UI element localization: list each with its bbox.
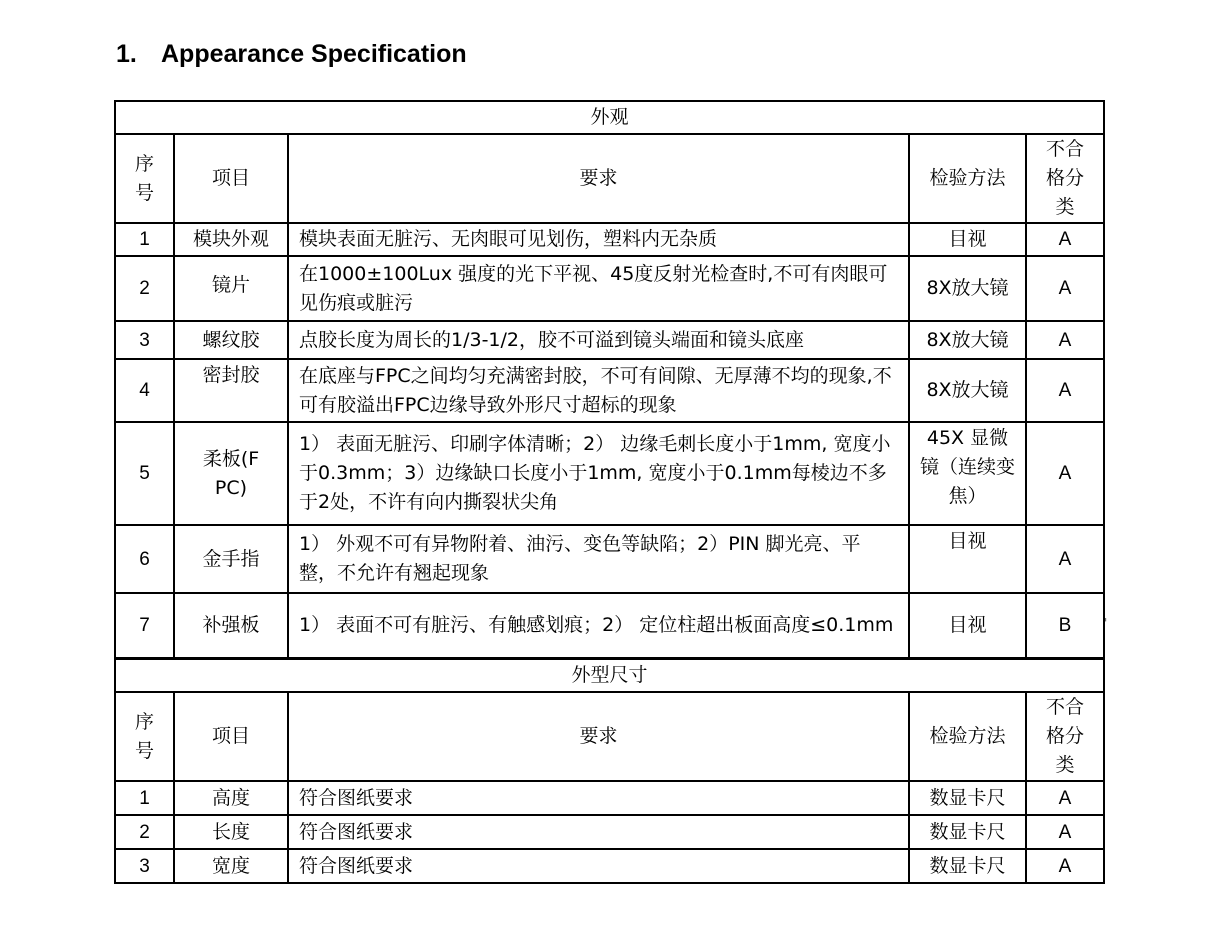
row-requirement: 1） 外观不可有异物附着、油污、变色等缺陷；2）PIN 脚光亮、平整，不允许有翘起现象 [288, 525, 909, 593]
row-class: A [1026, 359, 1104, 422]
appearance-spec-table [114, 100, 1108, 659]
row-method: 8X放大镜 [909, 321, 1026, 359]
table-row [115, 422, 1104, 525]
page-title [116, 38, 467, 70]
row-method: 数显卡尺 [909, 815, 1026, 849]
row-item: 镜片 [174, 256, 288, 321]
row-no: 6 [115, 525, 174, 593]
row-requirement: 模块表面无脏污、无肉眼可见划伤，塑料内无杂质 [288, 223, 909, 256]
table-row [115, 593, 1104, 658]
row-requirement: 1） 表面无脏污、印刷字体清晰；2） 边缘毛刺长度小于1mm, 宽度小于0.3mm；3）边缘缺口长度小于1mm, 宽度小于0.1mm每棱边不多于2处，不许有向内撕裂状尖角 [288, 422, 909, 525]
row-no: 4 [115, 359, 174, 422]
row-class: B [1026, 593, 1104, 658]
table-row [115, 359, 1104, 422]
column-header-class: 不合格分类 [1026, 692, 1104, 781]
row-requirement: 1） 表面不可有脏污、有触感划痕；2） 定位柱超出板面高度≤0.1mm [288, 593, 909, 658]
table-row [115, 815, 1104, 849]
row-method: 8X放大镜 [909, 256, 1026, 321]
row-no: 1 [115, 781, 174, 815]
row-item: 长度 [174, 815, 288, 849]
column-header-row [115, 692, 1104, 781]
dimension-spec-table [114, 658, 1105, 884]
row-requirement: 在底座与FPC之间均匀充满密封胶，不可有间隙、无厚薄不均的现象,不可有胶溢出FPC边缘导致外形尺寸超标的现象 [288, 359, 909, 422]
section-header-row [115, 101, 1104, 134]
row-requirement: 符合图纸要求 [288, 781, 909, 815]
column-header-method: 检验方法 [909, 692, 1026, 781]
column-header-item: 项目 [174, 134, 288, 223]
row-method: 目视 [909, 525, 1026, 593]
section-header-appearance: 外观 [115, 101, 1104, 134]
row-class: A [1026, 422, 1104, 525]
row-item: 密封胶 [174, 359, 288, 422]
table-row [115, 525, 1104, 593]
column-header-class: 不合格分类 [1026, 134, 1104, 223]
row-method: 数显卡尺 [909, 781, 1026, 815]
section-title: Appearance Specification [161, 40, 467, 68]
row-item: 柔板(FPC) [174, 422, 288, 525]
row-requirement: 符合图纸要求 [288, 849, 909, 883]
column-header-no: 序号 [115, 692, 174, 781]
row-no: 5 [115, 422, 174, 525]
table-row [115, 223, 1104, 256]
row-requirement: 符合图纸要求 [288, 815, 909, 849]
row-class: A [1026, 525, 1104, 593]
row-method: 45X 显微镜（连续变焦） [909, 422, 1026, 525]
row-no: 7 [115, 593, 174, 658]
row-class: A [1026, 256, 1104, 321]
margin-mark: ' [1104, 616, 1108, 630]
column-header-item: 项目 [174, 692, 288, 781]
table-row [115, 781, 1104, 815]
row-item: 金手指 [174, 525, 288, 593]
row-class: A [1026, 781, 1104, 815]
section-header-row [115, 659, 1104, 692]
section-number: 1. [116, 40, 137, 68]
row-no: 2 [115, 815, 174, 849]
row-item: 模块外观 [174, 223, 288, 256]
row-item: 高度 [174, 781, 288, 815]
row-class: A [1026, 849, 1104, 883]
row-class: A [1026, 815, 1104, 849]
row-requirement: 点胶长度为周长的1/3-1/2，胶不可溢到镜头端面和镜头底座 [288, 321, 909, 359]
row-no: 1 [115, 223, 174, 256]
column-header-requirement: 要求 [288, 692, 909, 781]
row-method: 8X放大镜 [909, 359, 1026, 422]
row-method: 数显卡尺 [909, 849, 1026, 883]
table-row [115, 321, 1104, 359]
table-row [115, 256, 1104, 321]
column-header-no: 序号 [115, 134, 174, 223]
column-header-requirement: 要求 [288, 134, 909, 223]
row-requirement: 在1000±100Lux 强度的光下平视、45度反射光检查时,不可有肉眼可见伤痕或脏污 [288, 256, 909, 321]
row-item: 螺纹胶 [174, 321, 288, 359]
row-no: 3 [115, 849, 174, 883]
table-row [115, 849, 1104, 883]
row-item: 宽度 [174, 849, 288, 883]
row-method: 目视 [909, 223, 1026, 256]
row-no: 3 [115, 321, 174, 359]
row-method: 目视 [909, 593, 1026, 658]
section-header-dimension: 外型尺寸 [115, 659, 1104, 692]
row-class: A [1026, 223, 1104, 256]
row-class: A [1026, 321, 1104, 359]
row-no: 2 [115, 256, 174, 321]
column-header-method: 检验方法 [909, 134, 1026, 223]
row-item: 补强板 [174, 593, 288, 658]
column-header-row [115, 134, 1104, 223]
